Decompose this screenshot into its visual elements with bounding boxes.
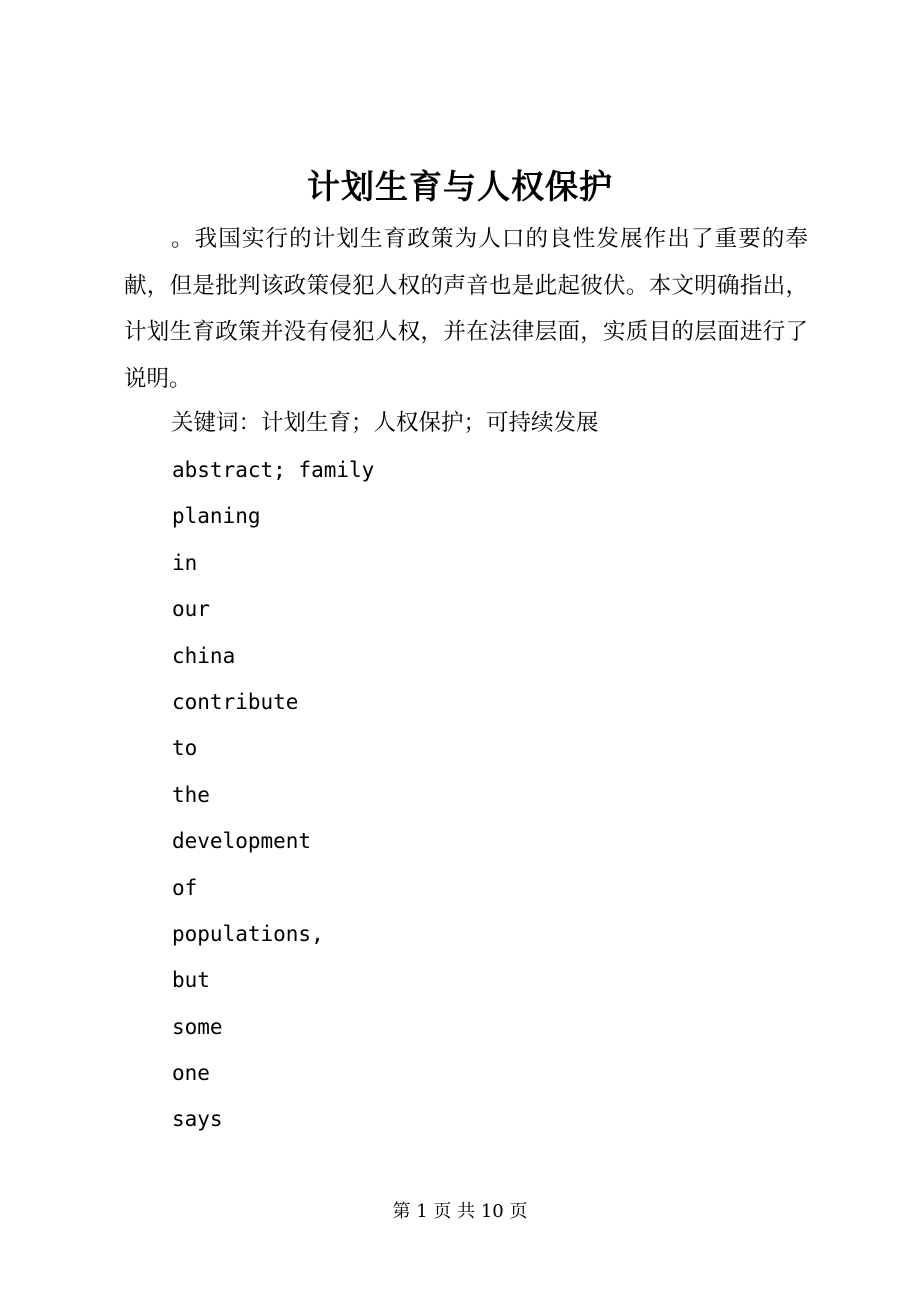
english-line: our [172, 597, 210, 622]
english-line: abstract; family [172, 458, 375, 482]
english-line: planing [172, 504, 261, 529]
document-title: 计划生育与人权保护 [307, 167, 613, 206]
english-line: contribute [172, 689, 299, 714]
english-line: of [172, 875, 198, 900]
english-line: in [172, 550, 198, 575]
english-line: one [172, 1061, 210, 1086]
keywords-line: 关键词：计划生育；人权保护；可持续发展 [171, 410, 599, 436]
english-line: says [172, 1107, 223, 1132]
english-line: china [172, 643, 236, 668]
english-line: but [172, 968, 210, 993]
english-line: populations, [172, 921, 324, 946]
english-word-list [172, 447, 374, 1143]
english-line: to [172, 736, 198, 761]
page-number-footer: 第 1 页 共 10 页 [392, 1201, 528, 1222]
abstract-paragraph: 。我国实行的计划生育政策为人口的良性发展作出了重要的奉献，但是批判该政策侵犯人权的声音也是此起彼伏。本文明确指出，计划生育政策并没有侵犯人权，并在法律层面，实质目的层面进行了说明。 [124, 226, 808, 392]
english-line: some [172, 1014, 223, 1039]
english-line: the [172, 782, 210, 807]
english-line: development [172, 829, 312, 854]
